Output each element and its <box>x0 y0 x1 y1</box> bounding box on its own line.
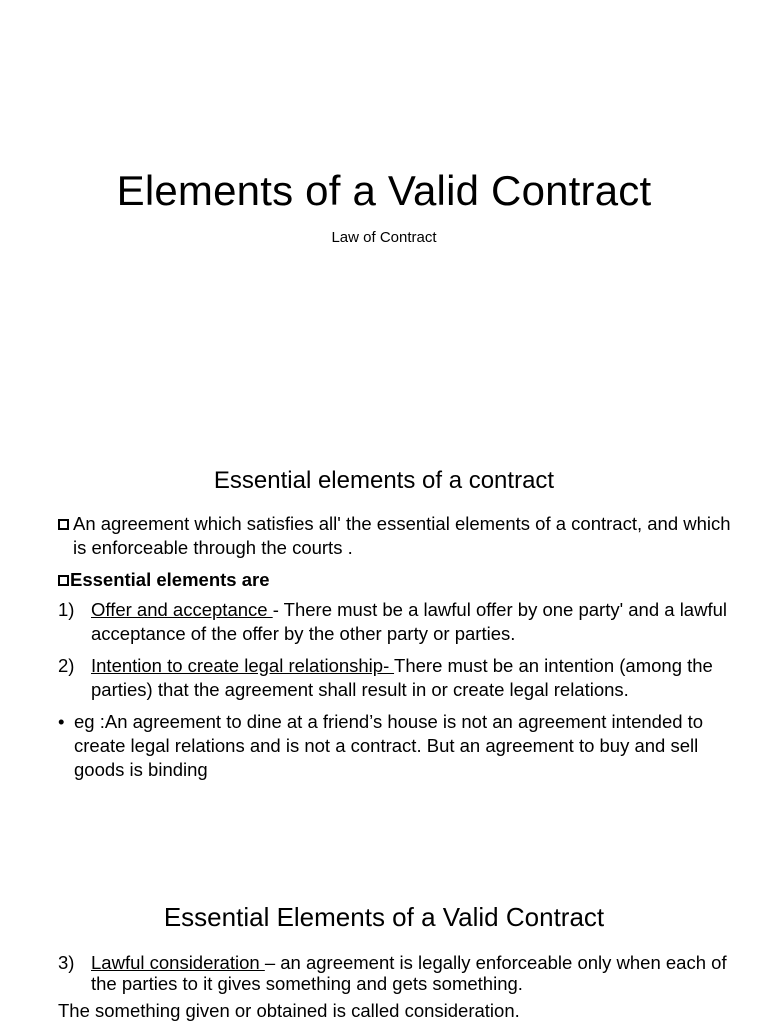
valid-contract-slide <box>0 864 768 1024</box>
slide-heading: Essential elements of a contract <box>213 467 555 494</box>
slide-body <box>58 512 748 782</box>
item-term: Intention to create legal relationship- <box>91 655 395 676</box>
item-text: – an agreement is legally enforceable only when each of the parties to it gives something and gets something. <box>91 952 727 994</box>
example-paragraph <box>58 710 748 782</box>
intro-text: An agreement which satisfies all' the essential elements of a contract, and which is enforceable through the courts . <box>73 513 731 558</box>
checkbox-bullet-icon <box>58 569 70 590</box>
trailing-paragraph: The something given or obtained is called consideration. <box>58 1000 520 1021</box>
bullet-dot-icon: • <box>58 711 65 732</box>
list-item <box>58 952 748 994</box>
list-item <box>58 654 748 702</box>
elements-label: Essential elements are <box>70 569 270 590</box>
item-number: 1) <box>58 599 75 620</box>
item-text: - There must be a lawful offer by one party' and a lawful acceptance of the offer by the other party or parties. <box>91 599 727 644</box>
example-text: eg :An agreement to dine at a friend’s house is not an agreement intended to create legal relations and is not a contract. But an agreement to buy and sell goods is binding <box>74 711 704 780</box>
elements-label-paragraph <box>58 568 748 592</box>
item-number: 2) <box>58 655 75 676</box>
slide-subtitle: Law of Contract <box>331 229 437 246</box>
slide-title: Elements of a Valid Contract <box>116 167 652 214</box>
list-item <box>58 598 748 646</box>
checkbox-bullet-icon <box>58 512 70 536</box>
item-number: 3) <box>58 952 75 973</box>
essential-elements-slide <box>0 432 768 864</box>
slide-body <box>58 952 748 1021</box>
item-text: There must be an intention (among the parties) that the agreement shall result in or create legal relations. <box>91 655 713 700</box>
slide-heading: Essential Elements of a Valid Contract <box>163 902 605 932</box>
intro-paragraph <box>58 512 748 560</box>
item-term: Offer and acceptance <box>91 599 273 620</box>
title-slide <box>0 0 768 432</box>
item-term: Lawful consideration <box>91 952 265 973</box>
